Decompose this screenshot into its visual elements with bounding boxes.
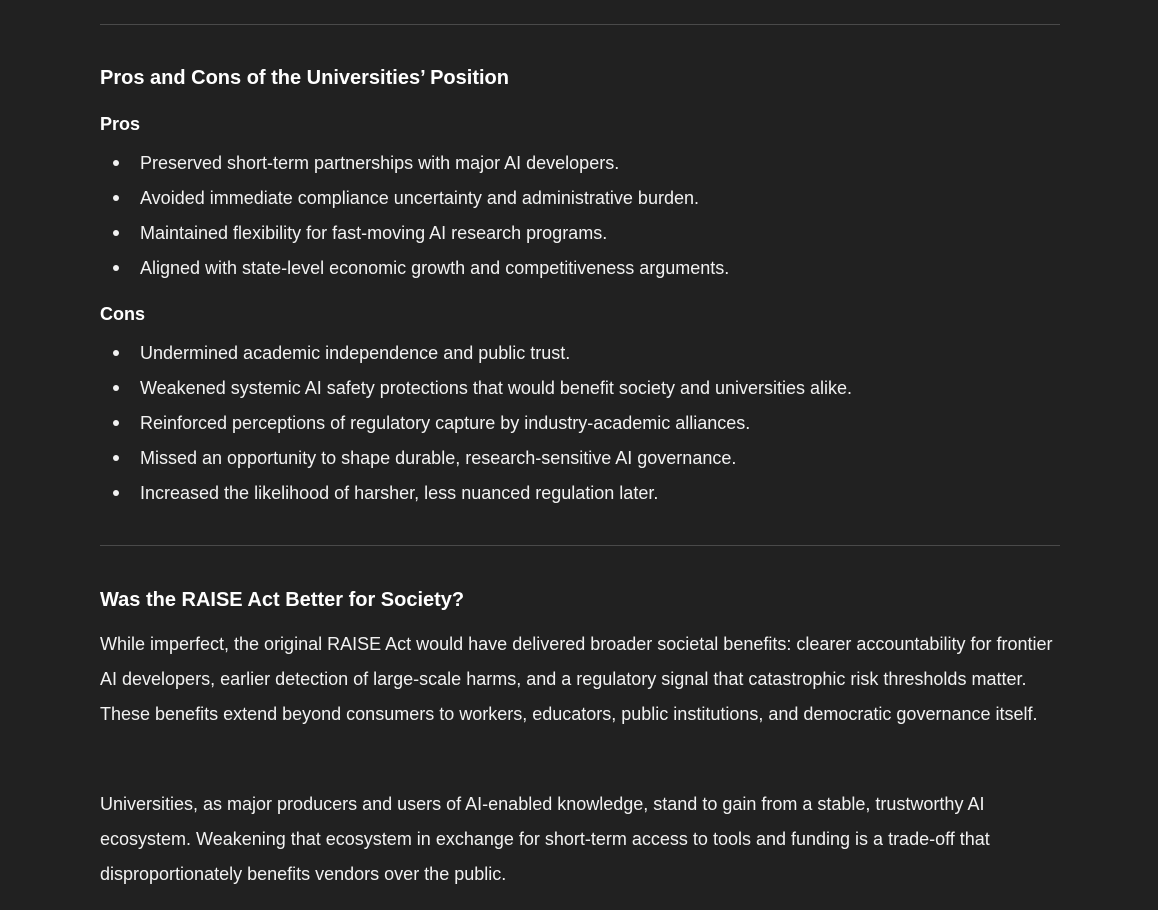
bullet-icon — [113, 455, 119, 461]
paragraph: While imperfect, the original RAISE Act would have delivered broader societal benefits: clearer accountability for frontier AI developers, earlier detection of large-scale harms, and a regulatory signal that catastrophic risk thresholds matter. These benefits extend beyond consumers to workers, educators, public institutions, and democratic governance itself. — [100, 634, 1053, 724]
list-item-text: Aligned with state-level economic growth and competitiveness arguments. — [140, 258, 730, 278]
bullet-icon — [113, 160, 119, 166]
list-item — [100, 371, 1060, 406]
bullet-icon — [113, 195, 119, 201]
top-divider — [100, 24, 1060, 25]
bullet-icon — [113, 385, 119, 391]
list-item — [100, 251, 1060, 286]
list-item — [100, 216, 1060, 251]
list-item-text: Missed an opportunity to shape durable, research-sensitive AI governance. — [140, 448, 737, 468]
list-item-text: Reinforced perceptions of regulatory capture by industry-academic alliances. — [140, 413, 751, 433]
bullet-icon — [113, 420, 119, 426]
bullet-icon — [113, 490, 119, 496]
list-item-text: Preserved short-term partnerships with major AI developers. — [140, 153, 620, 173]
list-item-text: Increased the likelihood of harsher, less nuanced regulation later. — [140, 483, 659, 503]
paragraph: Universities, as major producers and users of AI-enabled knowledge, stand to gain from a stable, trustworthy AI ecosystem. Weakening that ecosystem in exchange for short-term access to tools and funding is a trade-off that disproportionately benefits vendors over the public. — [100, 794, 990, 884]
bullet-icon — [113, 350, 119, 356]
cons-list — [100, 336, 1060, 511]
list-item-text: Maintained flexibility for fast-moving AI research programs. — [140, 223, 608, 243]
list-item — [100, 336, 1060, 371]
list-item-text: Avoided immediate compliance uncertainty and administrative burden. — [140, 188, 699, 208]
raise-act-heading: Was the RAISE Act Better for Society? — [100, 589, 465, 611]
section-divider — [100, 545, 1060, 546]
list-item-text: Undermined academic independence and public trust. — [140, 343, 571, 363]
list-item — [100, 181, 1060, 216]
pros-list — [100, 146, 1060, 286]
list-item — [100, 476, 1060, 511]
cons-subheading: Cons — [100, 304, 145, 324]
list-item-text: Weakened systemic AI safety protections that would benefit society and universities alike. — [140, 378, 853, 398]
list-item — [100, 406, 1060, 441]
bullet-icon — [113, 265, 119, 271]
list-item — [100, 146, 1060, 181]
pros-subheading: Pros — [100, 114, 141, 134]
list-item — [100, 441, 1060, 476]
bullet-icon — [113, 230, 119, 236]
pros-cons-heading: Pros and Cons of the Universities’ Position — [100, 67, 509, 89]
